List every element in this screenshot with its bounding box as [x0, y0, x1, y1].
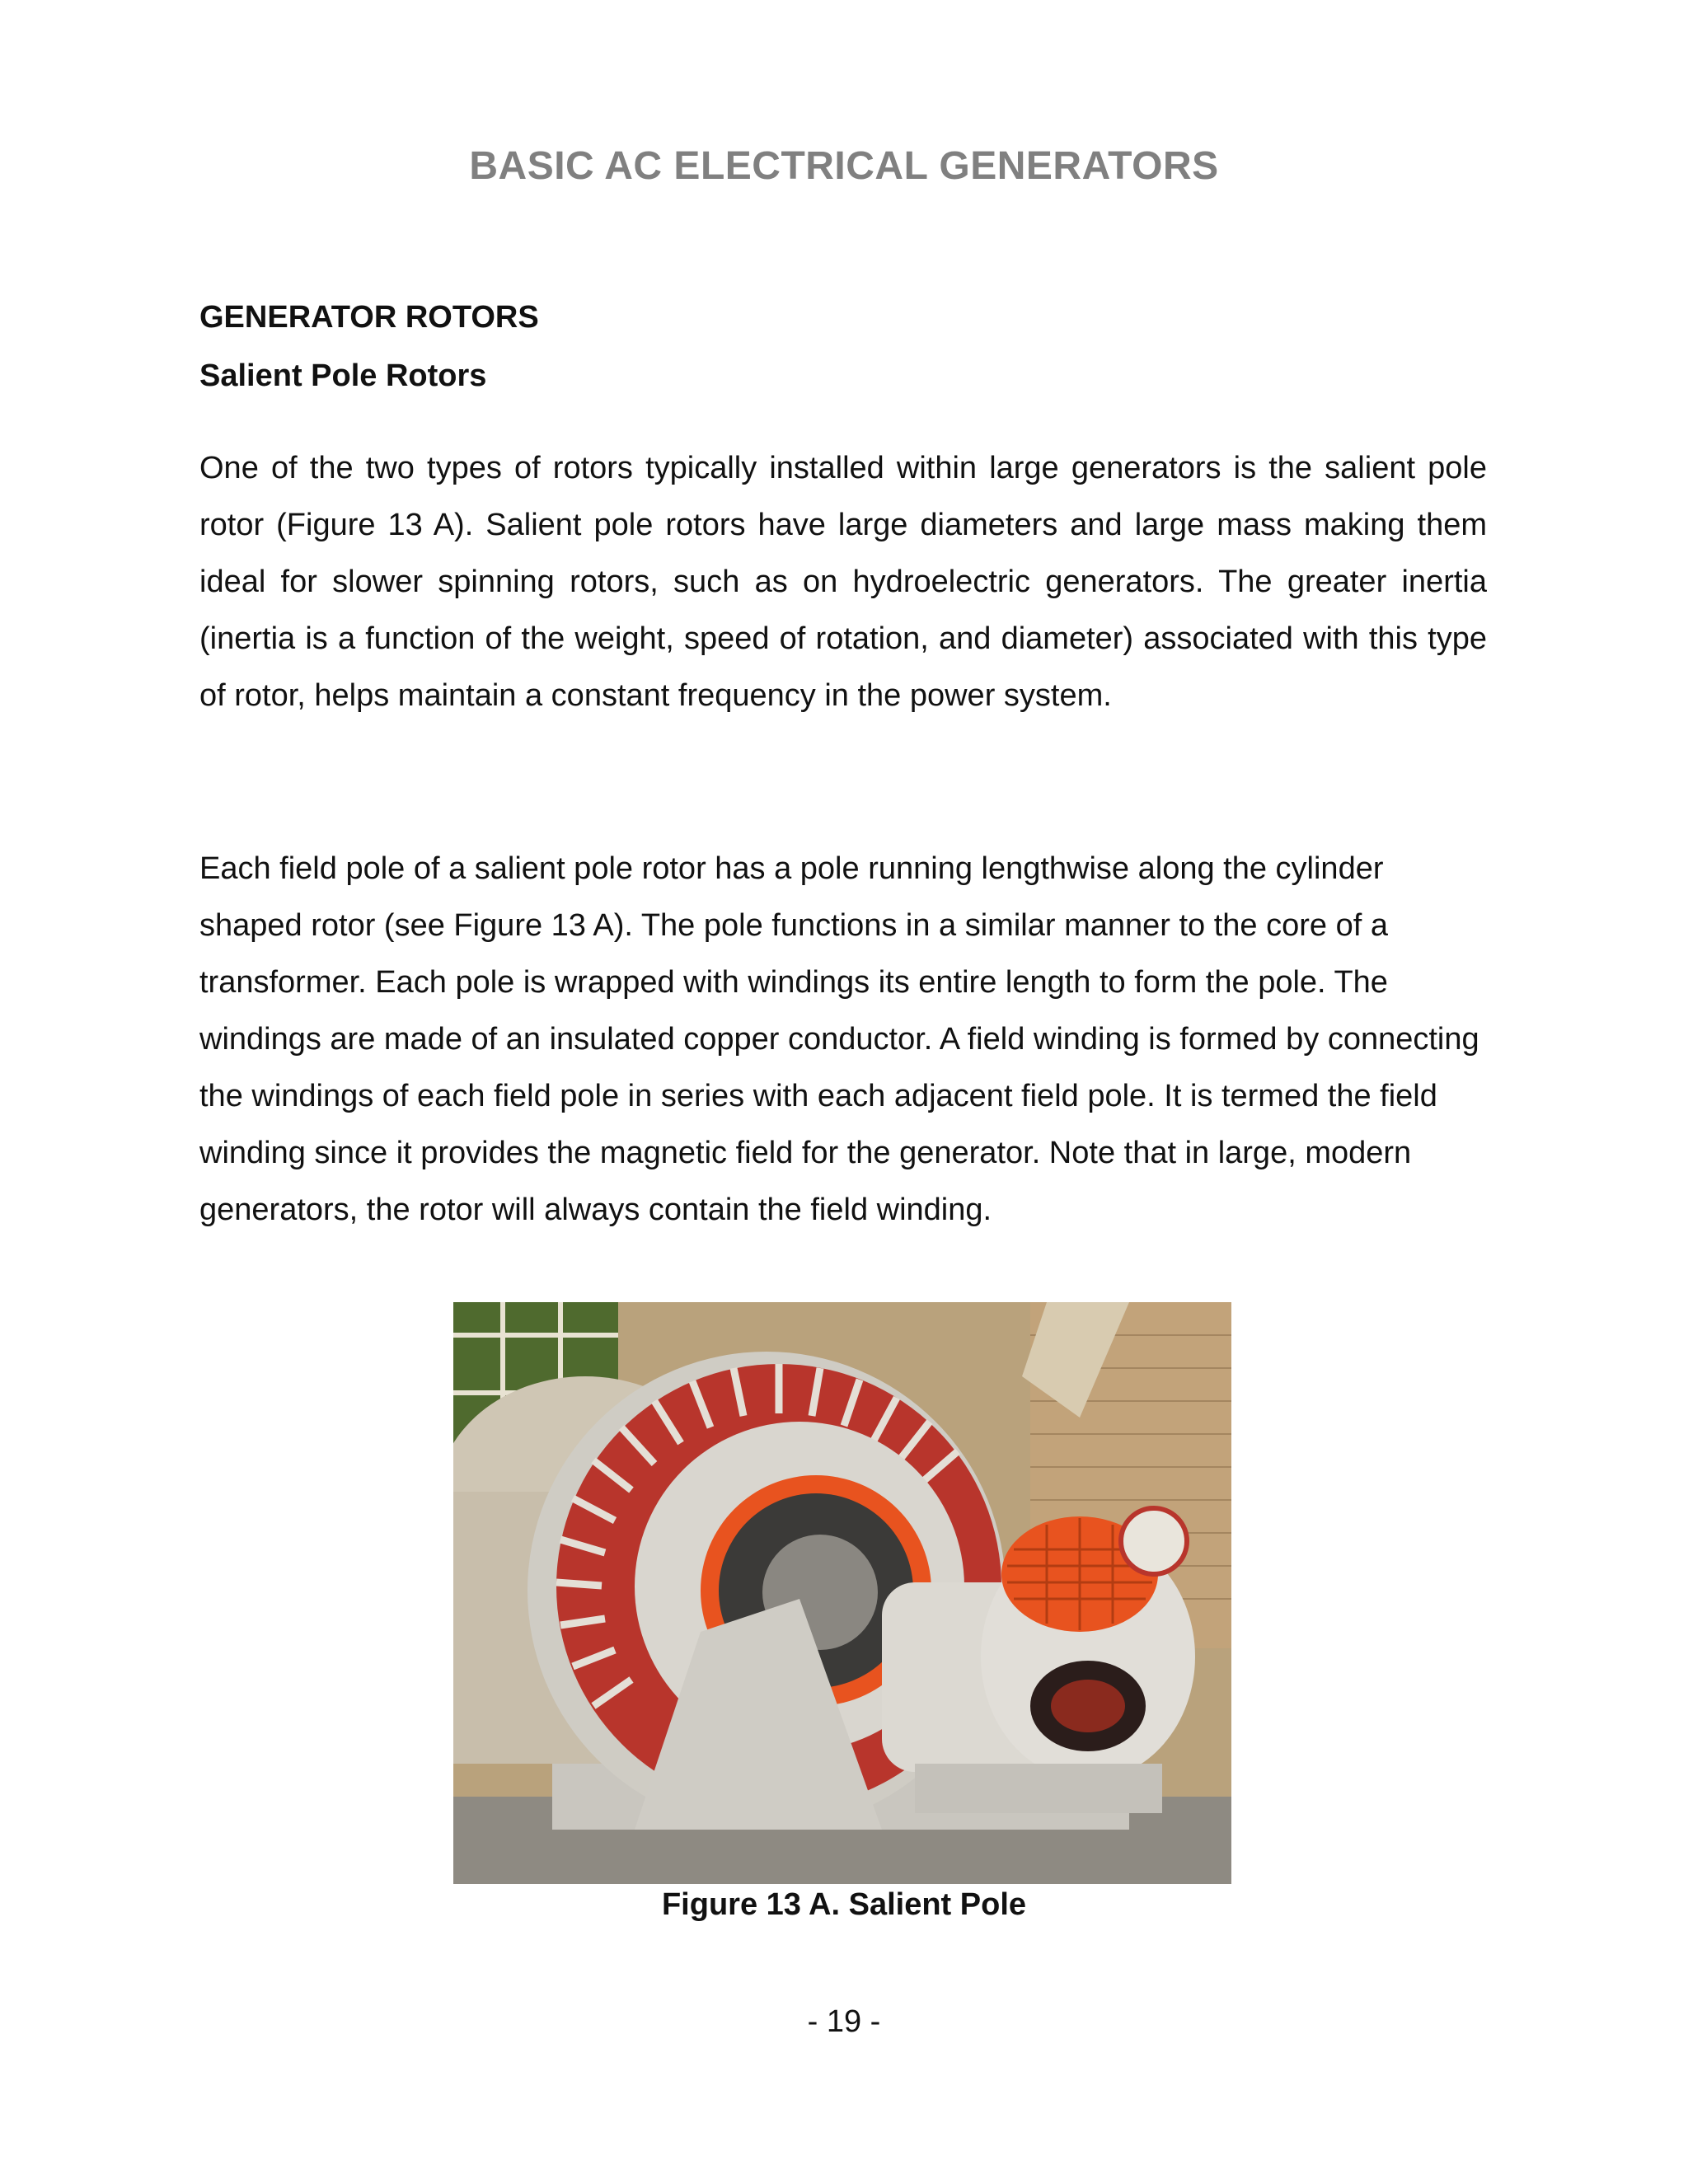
photo-illustration	[453, 1302, 1231, 1884]
paragraph-salient-pole-intro: One of the two types of rotors typically installed within large generators is the salient pole rotor (Figure 13 A). Salient pole rotors have large diameters and large mass making them ideal for slower spinning rotors, such as on hydroelectric generators. The greater inertia (inertia is a function of the weight, speed of rotation, and diameter) associated with this type of rotor, helps maintain a constant frequency in the power system.	[199, 451, 1487, 713]
page-number: - 19 -	[807, 2004, 881, 2039]
subsection-heading: Salient Pole Rotors	[199, 359, 487, 393]
figure-caption: Figure 13 A. Salient Pole	[661, 1887, 1027, 1922]
salient-pole-rotor-photo	[453, 1302, 1231, 1884]
paragraph-field-pole: Each field pole of a salient pole rotor has a pole running lengthwise along the cylinder shaped rotor (see Figure 13 A). The pole functions in a similar manner to the core of a transformer. Each pole is wrapped with windings its entire length to form the pole. The windings are made of an insulated copper conductor. A field winding is formed by connecting the windings of each field pole in series with each adjacent field pole. It is termed the field winding since it provides the magnetic field for the generator. Note that in large, modern generators, the rotor will always contain the field winding.	[199, 851, 1479, 1227]
section-heading: GENERATOR ROTORS	[199, 300, 539, 335]
page-title: BASIC AC ELECTRICAL GENERATORS	[469, 144, 1219, 188]
